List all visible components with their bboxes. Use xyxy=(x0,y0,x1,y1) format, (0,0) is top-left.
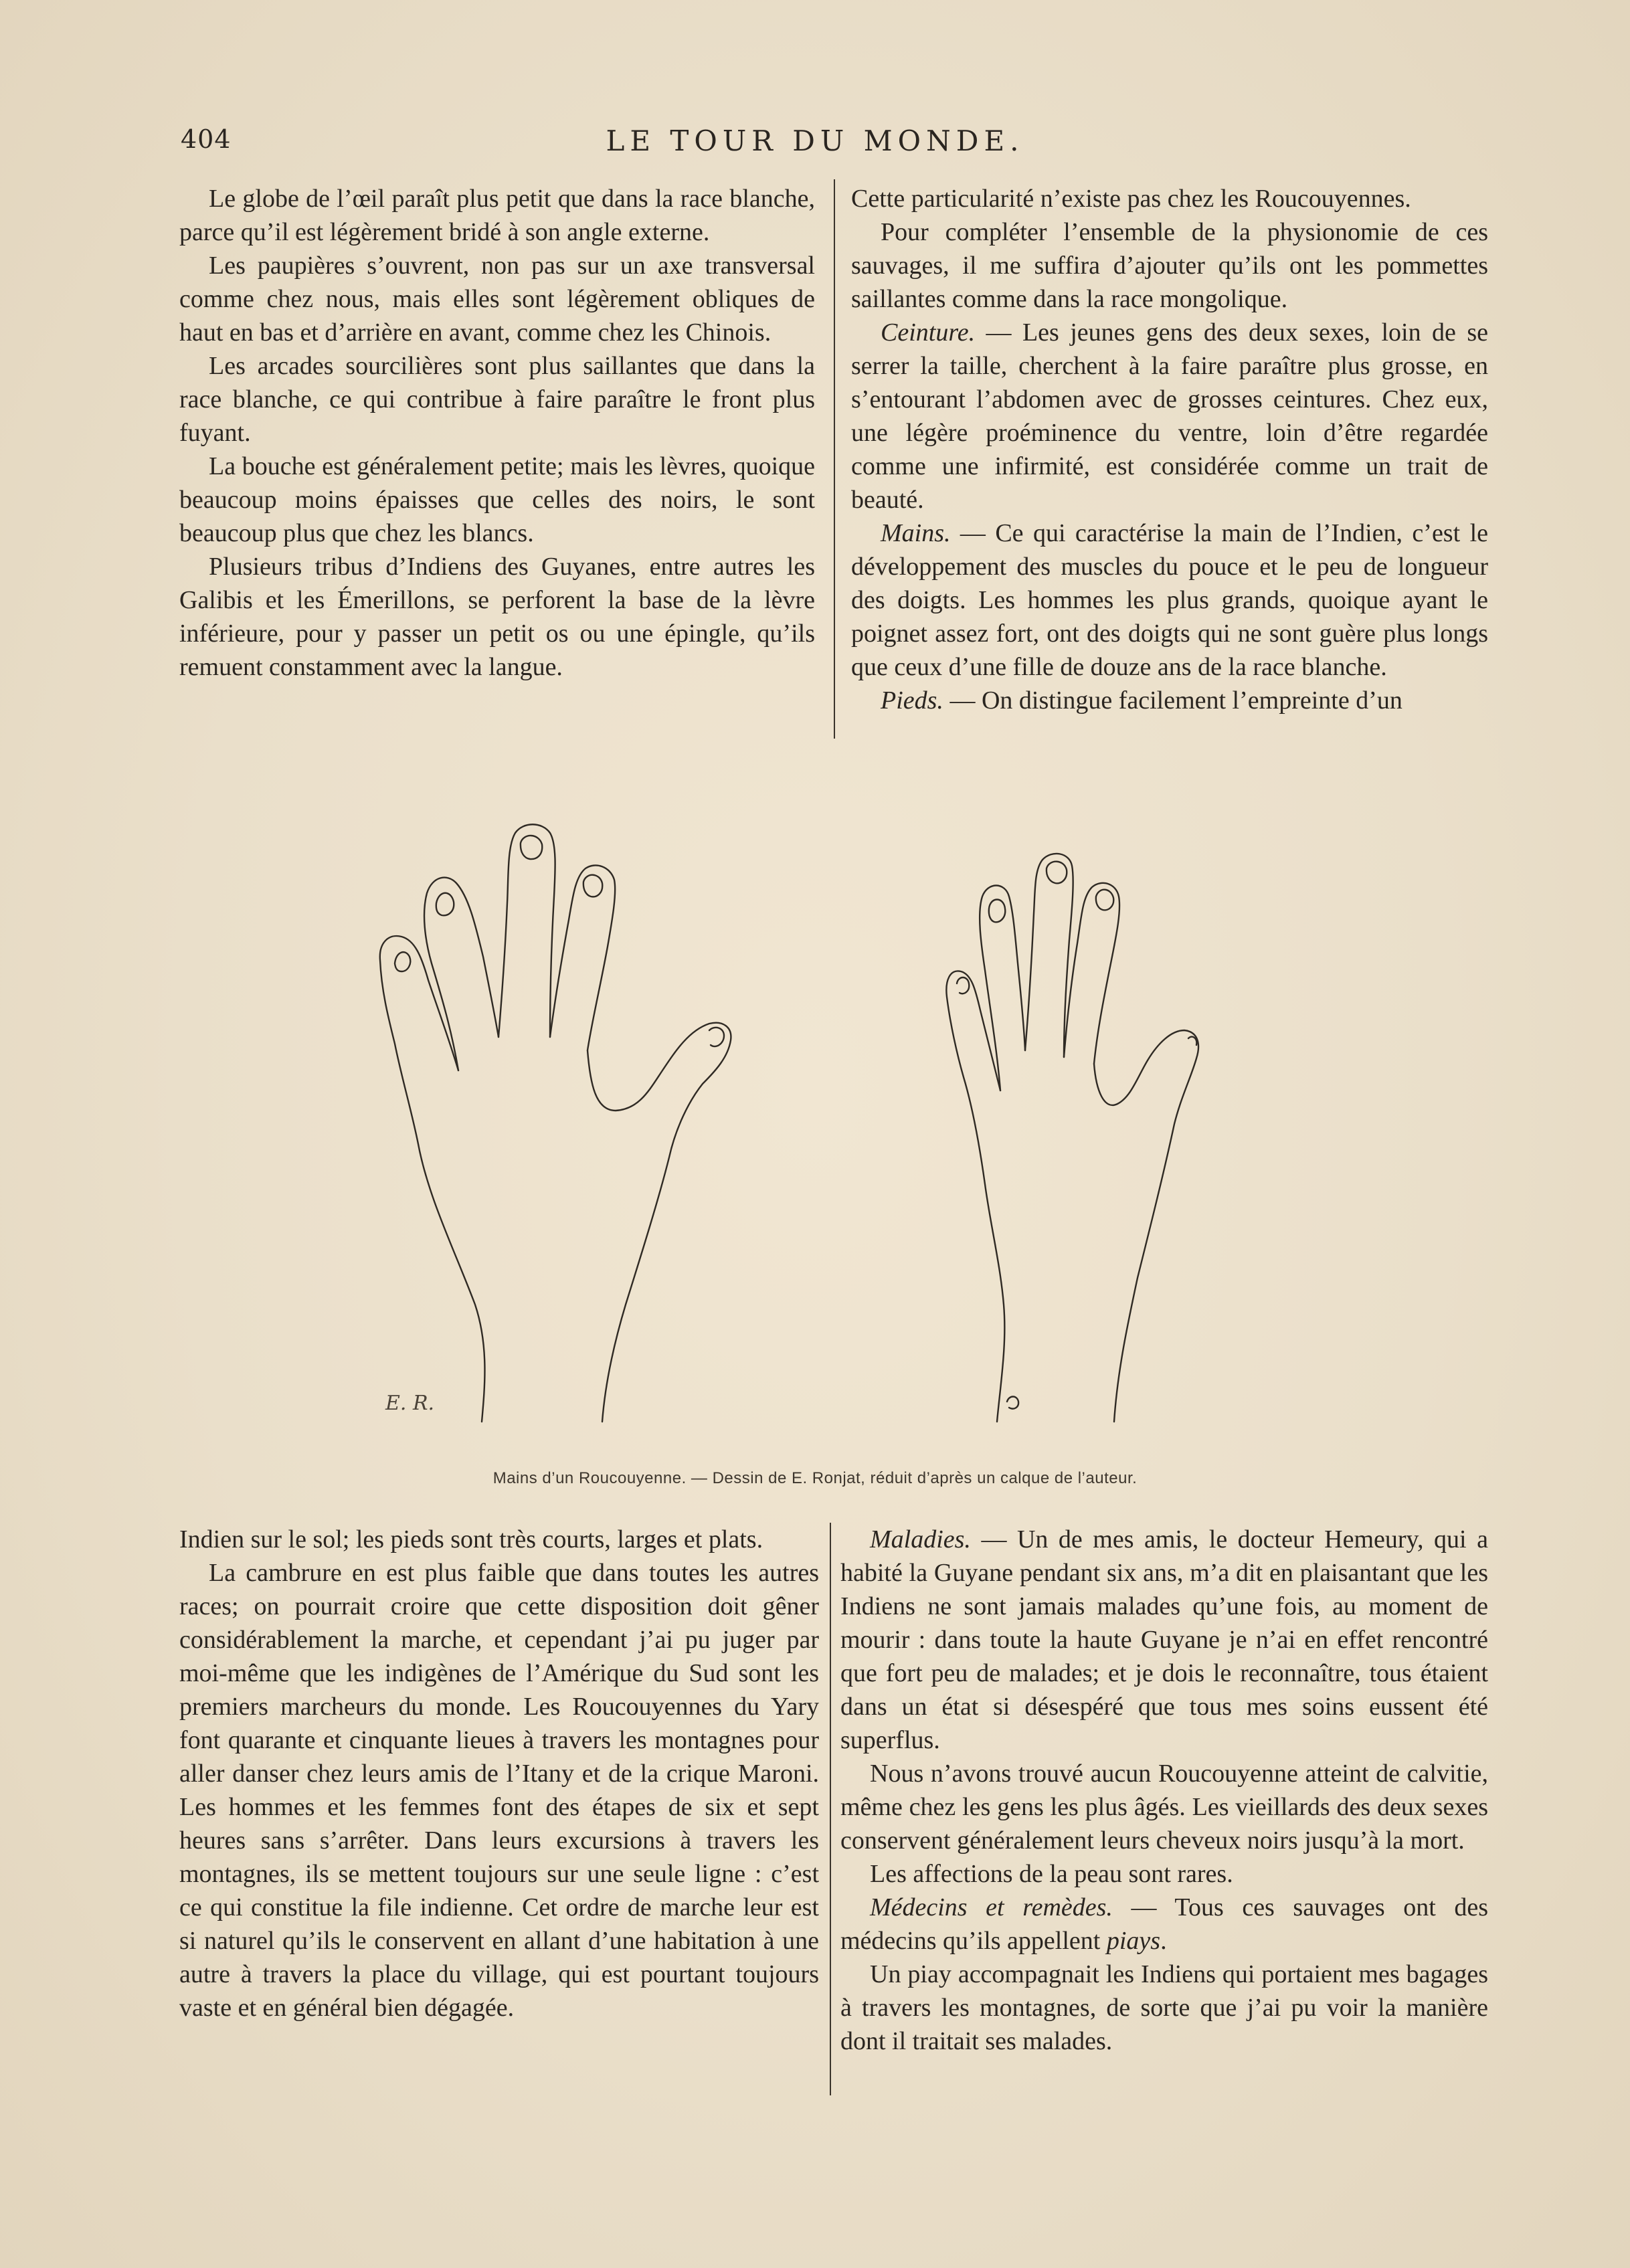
left-hand-drawing xyxy=(380,824,731,1422)
section-text: — Ce qui caractérise la main de l’Indien, c’est le développement des muscles du pouce et le peu de longueur des doigts. Les hommes les plus grands, quoique ayant le poignet assez fort, ont des doigts qui ne sont guère plus longs que ceux d’une fille de douze ans de la race blanche. xyxy=(851,519,1488,681)
column-top-right xyxy=(851,182,1488,717)
figure-caption: Mains d’un Roucouyenne. — Dessin de E. Ronjat, réduit d’après un calque de l’auteur. xyxy=(492,1469,1138,1487)
section-lead: Maladies. xyxy=(870,1525,971,1553)
paragraph: Indien sur le sol; les pieds sont très courts, larges et plats. xyxy=(179,1525,763,1553)
artist-signature: E. R. xyxy=(385,1392,435,1415)
punctuation: . xyxy=(1160,1927,1167,1955)
running-title: LE TOUR DU MONDE. xyxy=(606,124,1024,157)
section-text: — Les jeunes gens des deux sexes, loin de se serrer la taille, cherchent à la faire paraître plus grosse, en s’entourant l’abdomen avec de grosses ceintures. Chez eux, une légère proéminence du ventre, loin d’être regardée comme une infirmité, est considérée comme un trait de beauté. xyxy=(851,318,1488,514)
paragraph: La cambrure en est plus faible que dans toutes les autres races; on pourrait croire que cette disposition doit gêner considérablement la marche, et cependant j’ai pu juger par moi-même que les indigènes de l’Amérique du Sud sont les premiers marcheurs du monde. Les Roucouyennes du Yary font quarante et cinquante lieues à travers les montagnes pour aller danser chez leurs amis de l’Itany et de la crique Maroni. Les hommes et les femmes font des étapes de six et sept heures sans s’arrêter. Dans leurs excursions à travers les montagnes, ils se mettent toujours sur une seule ligne : c’est ce qui constitue la file indienne. Cet ordre de marche leur est si naturel qu’ils le conservent en allant d’une habitation à une autre à travers la place du village, qui est pourtant toujours vaste et en général bien dégagée. xyxy=(179,1559,819,2022)
section-lead: Ceinture. xyxy=(881,318,976,347)
paragraph-mains xyxy=(851,516,1488,684)
paragraph: Cette particularité n’existe pas chez les Roucouyennes. xyxy=(851,185,1411,213)
paragraph: Le globe de l’œil paraît plus petit que dans la race blanche, parce qu’il est légèrement bridé à son angle externe. xyxy=(179,185,815,246)
paragraph-ceinture xyxy=(851,316,1488,516)
column-bottom-left xyxy=(179,1523,819,2024)
section-lead: Mains. xyxy=(881,519,951,547)
paragraph: Nous n’avons trouvé aucun Roucouyenne atteint de calvitie, même chez les gens les plus âgés. Les vieillards des deux sexes conservent généralement leurs cheveux noirs jusqu’à la mort. xyxy=(840,1760,1488,1855)
paragraph: La bouche est généralement petite; mais les lèvres, quoique beaucoup moins épaisses que celles des noirs, le sont beaucoup plus que chez les blancs. xyxy=(179,452,815,547)
term-piays: piays xyxy=(1106,1927,1161,1955)
paragraph: Les affections de la peau sont rares. xyxy=(870,1860,1233,1888)
paragraph: Plusieurs tribus d’Indiens des Guyanes, entre autres les Galibis et les Émerillons, se perforent la base de la lèvre inférieure, pour y passer un petit os ou une épingle, qu’ils remuent constamment avec la langue. xyxy=(179,553,815,681)
paragraph: Les paupières s’ouvrent, non pas sur un axe transversal comme chez nous, mais elles sont légèrement obliques de haut en bas et d’arrière en avant, comme chez les Chinois. xyxy=(179,252,815,347)
right-hand-drawing xyxy=(946,854,1198,1422)
column-divider xyxy=(834,179,835,739)
section-lead: Pieds. xyxy=(881,686,943,715)
section-text: — Tous ces sauvages ont des médecins qu’ils appellent xyxy=(840,1893,1488,1955)
paragraph-medecins xyxy=(840,1891,1488,1958)
column-divider xyxy=(830,1523,831,2095)
hands-illustration xyxy=(375,796,1298,1438)
page-number: 404 xyxy=(181,124,232,154)
paragraph: Un piay accompagnait les Indiens qui portaient mes bagages à travers les montagnes, de sorte que j’ai pu voir la manière dont il traitait ses malades. xyxy=(840,1960,1488,2055)
column-top-left xyxy=(179,182,815,684)
paragraph-maladies xyxy=(840,1523,1488,1757)
section-lead: Médecins et remèdes. xyxy=(870,1893,1113,1921)
column-bottom-right xyxy=(840,1523,1488,2058)
paragraph: Les arcades sourcilières sont plus saillantes que dans la race blanche, ce qui contribue à faire paraître le front plus fuyant. xyxy=(179,352,815,447)
section-text: — Un de mes amis, le docteur Hemeury, qui a habité la Guyane pendant six ans, m’a dit en plaisantant que les Indiens ne sont jamais malades qu’une fois, au moment de mourir : dans toute la haute Guyane je n’ai en effet rencontré que fort peu de malades; et je dois le reconnaître, tous étaient dans un état si désespéré que tous mes soins eussent été superflus. xyxy=(840,1525,1488,1754)
section-text: — On distingue facilement l’empreinte d’un xyxy=(943,686,1402,715)
paragraph-pieds xyxy=(851,684,1488,717)
paragraph: Pour compléter l’ensemble de la physionomie de ces sauvages, il me suffira d’ajouter qu’ils ont les pommettes saillantes comme dans la race mongolique. xyxy=(851,218,1488,313)
